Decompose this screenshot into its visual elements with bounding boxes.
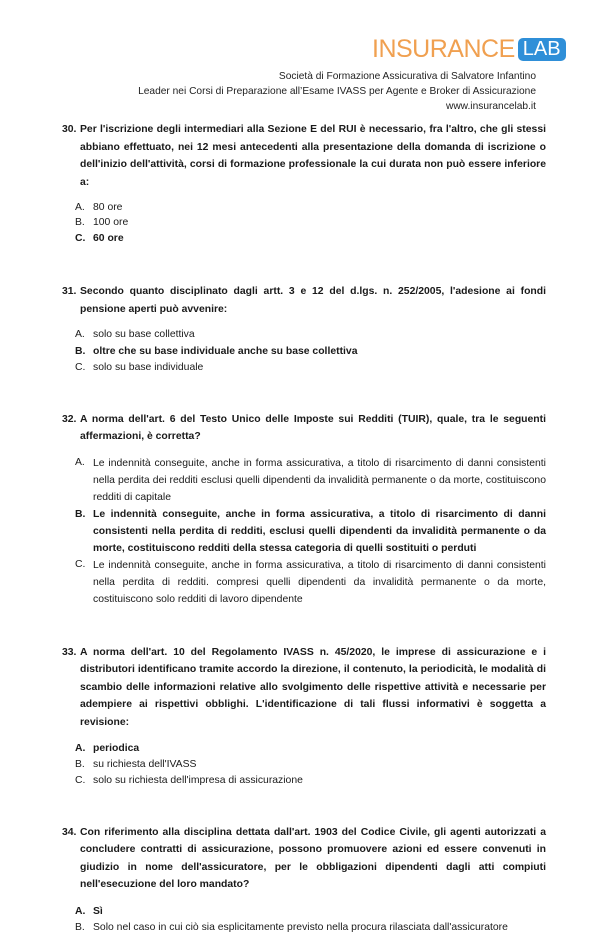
question-list (62, 121, 546, 935)
answer-option-correct (75, 506, 546, 557)
answer-letter: C. (75, 774, 86, 786)
answer-option-correct (75, 343, 546, 360)
question-text (62, 644, 546, 732)
logo-wordmark: INSURANCE (372, 35, 515, 63)
answer-text: Le indennità conseguite, anche in forma assicurativa, a titolo di risarcimento di danni consistenti nella perdita di redditi, esclusi quelli dipendenti da invalidità permanente o da morte, costituiscono redditi della stessa categoria di quelli sostituiti o perduti (93, 508, 546, 554)
answer-text: 60 ore (93, 233, 124, 245)
question-33 (62, 644, 546, 788)
answer-letter: B. (75, 921, 85, 933)
logo-badge: LAB (518, 38, 566, 61)
answer-text: Le indennità conseguite, anche in forma assicurativa, a titolo di risarcimento di danni consistenti nella perdita dei redditi esclusi quelli dipendenti da invalidità permanente o da morte, costituiscono redditi di capitale (93, 457, 546, 503)
answer-text: Sì (93, 905, 103, 917)
answer-list (62, 903, 546, 935)
answer-option-correct (75, 903, 546, 920)
answer-option (75, 757, 546, 772)
question-body: Secondo quanto disciplinato dagli artt. 3 e 12 del d.lgs. n. 252/2005, l'adesione ai fondi pensione aperti può avvenire: (80, 286, 546, 315)
answer-option (75, 200, 546, 215)
answer-list (62, 200, 546, 247)
question-body: A norma dell'art. 10 del Regolamento IVASS n. 45/2020, le imprese di assicurazione e i distributori identificano tramite accordo la direzione, il contenuto, la periodicità, le modalità di scambio delle informazioni relative allo svolgimento delle rispettive attività e necessarie per adempiere ai rispettivi obblighi. L'identificazione di tali flussi informativi è soggetta a revisione: (80, 646, 546, 728)
answer-text: su richiesta dell'IVASS (93, 759, 197, 771)
answer-option (75, 920, 546, 935)
question-30 (62, 121, 546, 247)
answer-option (75, 360, 546, 375)
answer-text: Solo nel caso in cui ciò sia esplicitamente previsto nella procura rilasciata dall'assicuratore (93, 921, 508, 933)
answer-list (62, 327, 546, 374)
answer-text: oltre che su base individuale anche su base collettiva (93, 345, 358, 357)
answer-option (75, 455, 546, 506)
question-34 (62, 824, 546, 935)
answer-option-correct (75, 740, 546, 757)
answer-letter: A. (75, 329, 85, 341)
company-website: www.insurancelab.it (445, 101, 536, 112)
answer-option (75, 215, 546, 230)
question-32 (62, 411, 546, 608)
question-body: Per l'iscrizione degli intermediari alla Sezione E del RUI è necessario, fra l'altro, che gli stessi abbiano effettuato, nei 12 mesi antecedenti alla presentazione della domanda di iscrizione o dell'inizio dell'attività, corsi di formazione professionale la cui durata non può essere inferiore a: (80, 124, 546, 188)
answer-letter: B. (75, 345, 86, 357)
question-number: 34. (62, 826, 77, 838)
question-text (62, 824, 546, 894)
answer-letter: C. (75, 361, 86, 373)
answer-option (75, 773, 546, 788)
answer-letter: B. (75, 217, 85, 229)
question-text (62, 411, 546, 446)
answer-option-correct (75, 230, 546, 247)
answer-list (62, 740, 546, 787)
answer-text: solo su base individuale (93, 361, 204, 373)
answer-text: 100 ore (93, 217, 129, 229)
answer-letter: A. (75, 905, 86, 917)
question-body: A norma dell'art. 6 del Testo Unico delle Imposte sui Redditi (TUIR), quale, tra le seguenti affermazioni, è corretta? (80, 413, 546, 443)
answer-text: 80 ore (93, 202, 123, 213)
answer-option (75, 327, 546, 342)
insurancelab-logo (372, 35, 566, 63)
answer-option (75, 557, 546, 608)
answer-letter: A. (75, 743, 86, 755)
question-31 (62, 283, 546, 374)
answer-letter: A. (75, 456, 85, 468)
company-tagline: Leader nei Corsi di Preparazione all’Esame IVASS per Agente e Broker di Assicurazione (138, 86, 536, 97)
answer-letter: C. (75, 558, 86, 570)
answer-letter: C. (75, 233, 86, 245)
answer-letter: B. (75, 508, 86, 520)
question-number: 30. (62, 124, 77, 135)
company-info (138, 69, 536, 114)
answer-text: solo su richiesta dell'impresa di assicurazione (93, 774, 303, 786)
question-number: 32. (62, 413, 77, 425)
answer-letter: B. (75, 759, 85, 771)
question-text (62, 121, 546, 191)
answer-text: periodica (93, 743, 140, 755)
answer-text: Le indennità conseguite, anche in forma assicurativa, a titolo di risarcimento di danni consistenti nella perdita di redditi. compresi quelli dipendenti da invalidità permanente o da morte, costituiscono solo redditi di lavoro dipendente (93, 559, 546, 605)
answer-letter: A. (75, 202, 85, 213)
answer-text: solo su base collettiva (93, 329, 195, 341)
answer-list (62, 455, 546, 608)
question-text (62, 283, 546, 318)
question-number: 33. (62, 646, 77, 658)
question-body: Con riferimento alla disciplina dettata dall'art. 1903 del Codice Civile, gli agenti autorizzati a concludere contratti di assicurazione, possono promuovere azioni ed essere convenuti in giudizio in nome dell'assicuratore, per le obbligazioni dipendenti dagli atti compiuti nell'esecuzione del loro mandato? (80, 826, 546, 891)
company-name: Società di Formazione Assicurativa di Salvatore Infantino (278, 71, 536, 82)
question-number: 31. (62, 286, 77, 298)
